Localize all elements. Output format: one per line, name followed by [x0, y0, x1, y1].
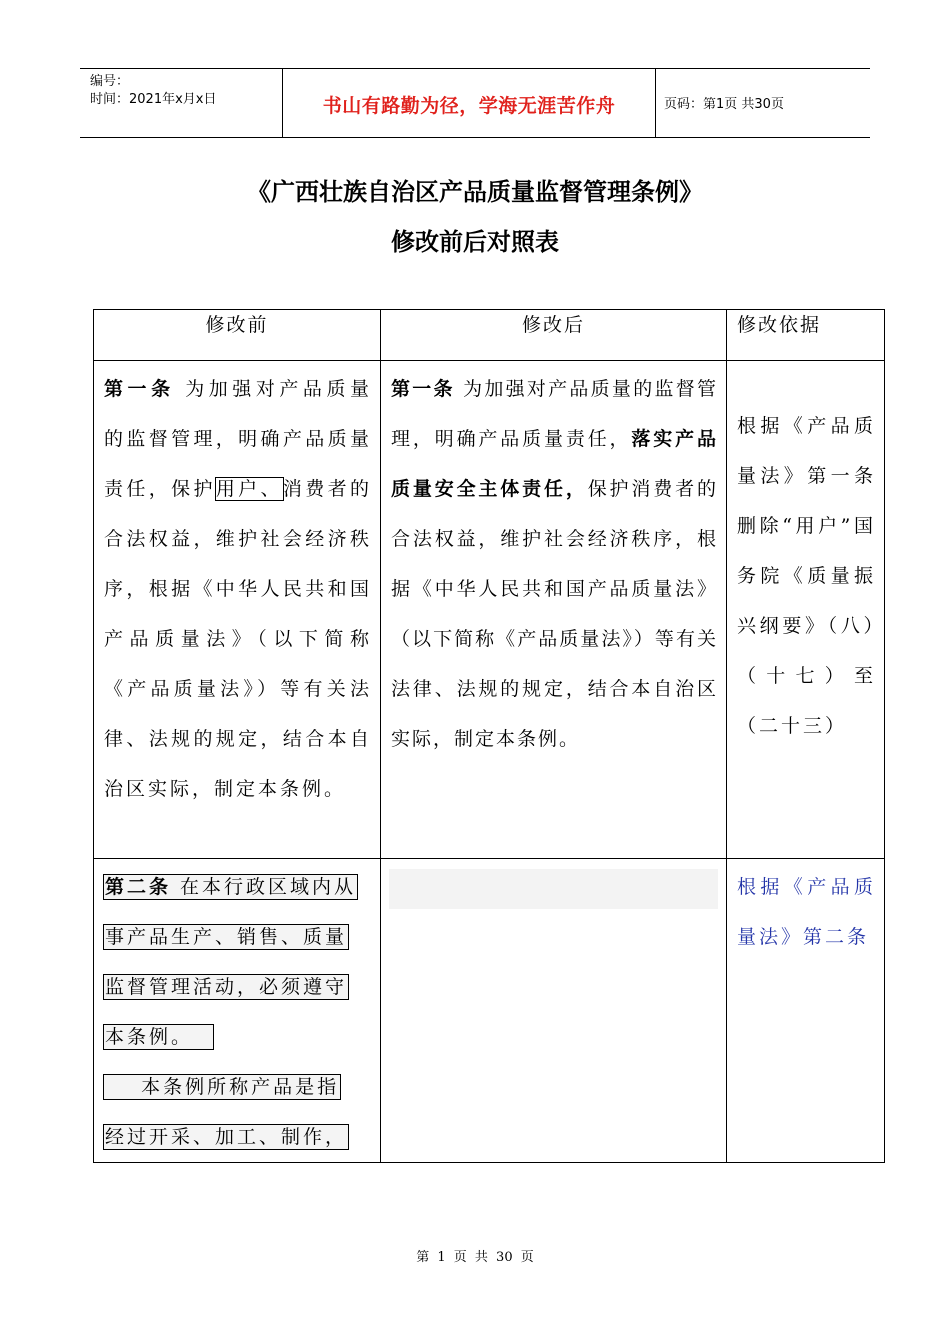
article-label: 第一条 — [391, 378, 455, 400]
row1-before-text1: 为加强对产品质量的监督管理，明确产品质量责任，保护 — [104, 378, 372, 500]
article-label: 第一条 — [104, 378, 175, 400]
page-info: 页码：第1页 共30页 — [664, 97, 784, 112]
row2-basis-cell — [727, 859, 885, 1163]
table-row — [94, 859, 885, 1163]
header-after: 修改后 — [381, 310, 727, 361]
row2-before-cell — [94, 859, 381, 1163]
row1-after-text2: 保护消费者的合法权益，维护社会经济秩序，根据《中华人民共和国产品质量法》（以下简称《产品质量法》）等有关法律、法规的规定，结合本自治区实际，制定本条例。 — [391, 478, 718, 750]
header-before: 修改前 — [94, 310, 381, 361]
table-header-row — [94, 310, 885, 361]
document-title: 《广西壮族自治区产品质量监督管理条例》 — [247, 178, 703, 206]
document-header — [80, 68, 870, 138]
header-motto-cell — [282, 69, 656, 137]
article-label: 第二条 — [105, 876, 172, 898]
document-subtitle: 修改前后对照表 — [391, 228, 559, 256]
row2-before-line1: 在本行政区域内从 — [171, 876, 357, 898]
row2-after-cell — [381, 859, 727, 1163]
row2-before-line3: 监督管理活动，必须遵守 — [105, 976, 348, 998]
table-row — [94, 361, 885, 859]
row2-before-line4: 本条例。 — [103, 1024, 214, 1050]
row2-before-line6: 经过开采、加工、制作， — [105, 1126, 348, 1148]
number-label: 编号： — [90, 74, 130, 89]
comparison-table — [93, 309, 885, 1163]
header-meta — [80, 69, 280, 137]
header-page-cell — [656, 69, 870, 137]
header-basis: 修改依据 — [727, 310, 885, 361]
row1-basis: 根据《产品质量法》第一条删除“用户”国务院《质量振兴纲要》（八）（十七）至（二十三） — [737, 415, 876, 737]
row2-basis: 根据《产品质量法》第二条 — [737, 876, 876, 948]
row1-deleted-term: 用户、 — [215, 478, 283, 500]
row1-after-cell — [381, 361, 727, 859]
motto: 书山有路勤为径，学海无涯苦作舟 — [322, 95, 616, 117]
row1-added-text: 落实产品质量安全主体责任， — [391, 428, 718, 500]
row2-before-line5: 本条例所称产品是指 — [105, 1076, 340, 1098]
row1-before-cell — [94, 361, 381, 859]
row1-after-text1: 为加强对产品质量的监督管理，明确产品质量责任， — [391, 378, 718, 450]
row1-basis-cell — [727, 361, 885, 859]
time-label: 时间：2021年x月x日 — [90, 92, 217, 107]
row1-before-text2: 消费者的合法权益，维护社会经济秩序，根据《中华人民共和国产品质量法》（以下简称《产品质量法》）等有关法律、法规的规定，结合本自治区实际，制定本条例。 — [104, 478, 372, 800]
row2-after-empty — [389, 869, 718, 909]
row2-before-line2: 事产品生产、销售、质量 — [105, 926, 348, 948]
page-footer: 第 1 页 共 30 页 — [416, 1250, 534, 1265]
